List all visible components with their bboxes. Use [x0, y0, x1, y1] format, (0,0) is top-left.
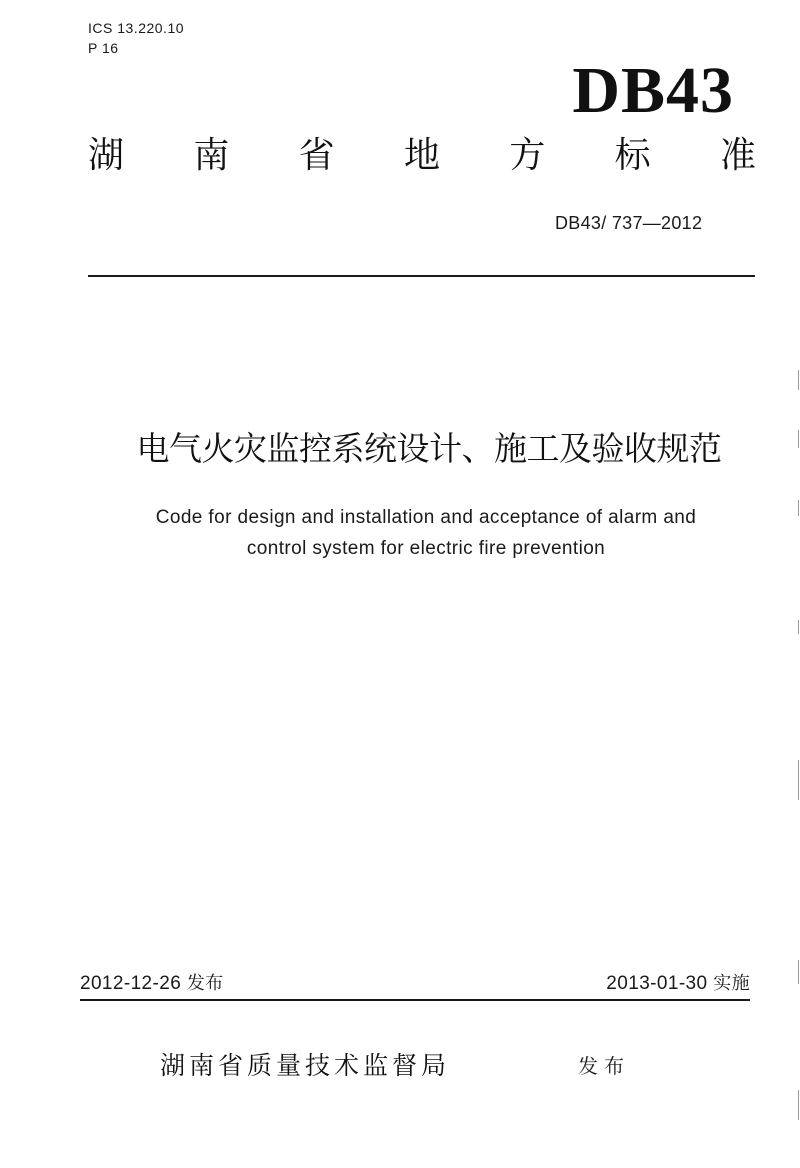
issue-date-block	[80, 969, 224, 995]
title-chinese: 电气火灾监控系统设计、施工及验收规范	[136, 429, 722, 468]
standard-logo: DB43	[572, 54, 734, 127]
scan-edge-mark	[798, 370, 799, 390]
header-divider	[88, 275, 755, 277]
effective-date-block	[606, 969, 750, 995]
standard-type-char: 南	[193, 135, 230, 176]
title-english	[0, 502, 800, 564]
publisher-name: 湖南省质量技术监督局	[160, 1051, 451, 1080]
standard-type-heading	[88, 135, 756, 176]
scan-edge-mark	[798, 500, 799, 516]
standard-type-char: 方	[509, 135, 546, 176]
issue-label: 发布	[186, 973, 224, 994]
scan-edge-mark	[798, 620, 799, 634]
ics-code: ICS 13.220.10	[88, 20, 185, 36]
standard-type-char: 湖	[88, 135, 125, 176]
issue-date: 2012-12-26	[80, 973, 182, 994]
title-english-line: control system for electric fire prevention	[246, 538, 606, 559]
standard-type-char: 准	[719, 135, 756, 176]
standard-type-char: 地	[403, 135, 440, 176]
title-english-line: Code for design and installation and acceptance of alarm and	[155, 507, 697, 528]
scan-edge-mark	[798, 760, 799, 800]
publish-label: 发布	[578, 1054, 630, 1078]
standard-type-char: 标	[614, 135, 651, 176]
scan-edge-mark	[798, 960, 799, 984]
scan-edge-mark	[798, 430, 799, 448]
effective-label: 实施	[713, 973, 750, 994]
scan-edge-mark	[798, 1090, 799, 1120]
effective-date: 2013-01-30	[606, 973, 708, 994]
footer-divider	[80, 999, 750, 1001]
standard-number: DB43/ 737—2012	[555, 213, 703, 233]
standard-type-char: 省	[298, 135, 335, 176]
classification-code: P 16	[88, 40, 119, 56]
